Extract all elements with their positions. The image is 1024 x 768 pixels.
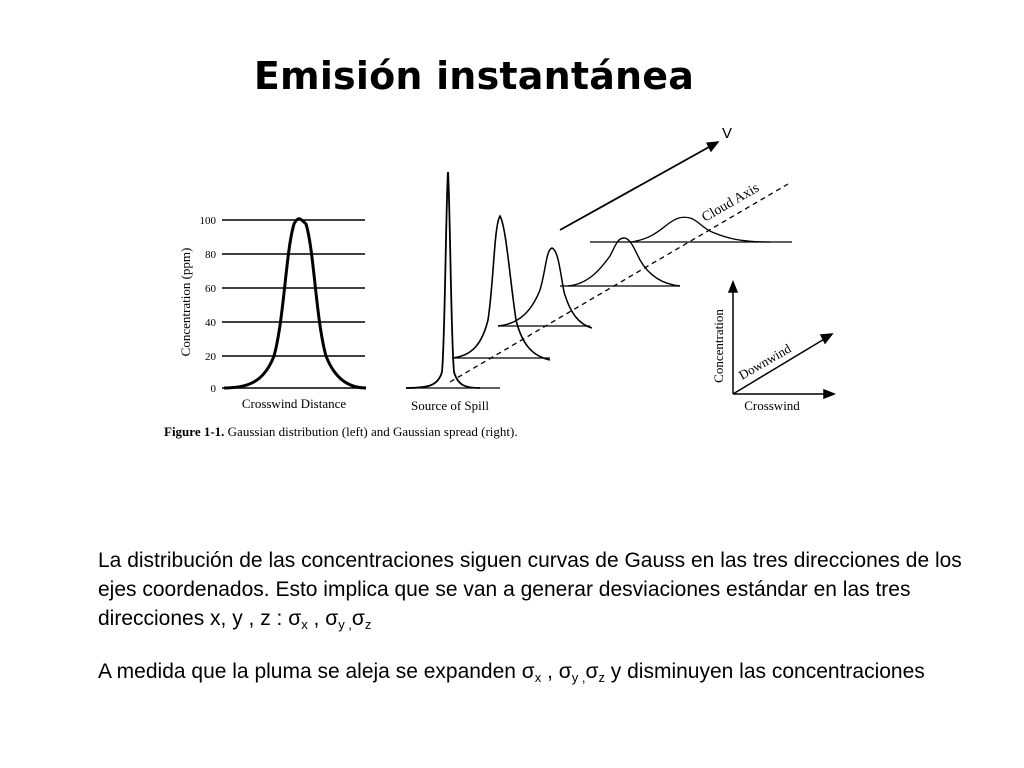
inset-crosswind-label: Crosswind xyxy=(744,398,800,413)
ytick-60: 60 xyxy=(205,283,216,295)
puff1-spike xyxy=(406,172,480,388)
sigma-x: σ xyxy=(288,607,302,630)
cloud-axis-line xyxy=(450,184,788,382)
inset-downwind-label: Downwind xyxy=(736,340,794,383)
right-spread-panel xyxy=(406,125,792,413)
paragraph1-text: La distribución de las concentraciones siguen curvas de Gauss en las tres direcciones de los ejes coordenados. Esto implica que se van a generar desviaciones estándar en las tres direcciones x, y , z : xyxy=(98,549,962,630)
source-of-spill-label: Source of Spill xyxy=(411,398,489,413)
sep2: , xyxy=(344,617,352,632)
ytick-20: 20 xyxy=(205,351,216,363)
caption-rest: Gaussian distribution (left) and Gaussian spread (right). xyxy=(224,424,518,439)
velocity-label: V xyxy=(722,125,733,142)
gaussian-figure xyxy=(160,120,840,450)
sigma-x-subscript: x xyxy=(301,617,308,632)
left-gaussian-curve xyxy=(224,219,366,388)
sigma-z-subscript: z xyxy=(364,617,372,632)
figure-caption xyxy=(164,424,518,439)
ytick-0: 0 xyxy=(210,383,216,395)
sep1: , xyxy=(541,660,559,683)
sigma-y: σ xyxy=(558,660,572,683)
sigma-x-subscript: x xyxy=(534,670,542,685)
sigma-z: σ xyxy=(585,660,599,683)
velocity-arrowhead xyxy=(707,142,718,151)
gaussian-figure-svg xyxy=(160,120,840,450)
left-gaussian-panel xyxy=(178,215,366,411)
inset-concentration-label: Concentration xyxy=(711,309,726,383)
inset-vertical-arrowhead xyxy=(729,282,737,292)
velocity-arrow xyxy=(560,142,718,230)
ytick-100: 100 xyxy=(199,215,216,227)
caption-bold: Figure 1-1. xyxy=(164,424,225,439)
slide-title: Emisión instantánea xyxy=(253,54,695,98)
paragraph-gauss-distribution xyxy=(98,546,978,633)
ytick-40: 40 xyxy=(205,317,216,329)
puff4-curve xyxy=(568,238,680,286)
left-ylabel: Concentration (ppm) xyxy=(178,247,193,357)
inset-horizontal-arrowhead xyxy=(824,390,834,398)
left-xlabel: Crosswind Distance xyxy=(241,396,347,411)
cloud-axis-label: Cloud Axis xyxy=(699,180,762,226)
inset-diagonal-arrowhead xyxy=(821,334,832,343)
sigma-y: σ xyxy=(325,607,339,630)
sep1: , xyxy=(307,607,326,630)
left-gridlines xyxy=(222,220,365,388)
ytick-80: 80 xyxy=(205,249,216,261)
sigma-x: σ xyxy=(521,660,535,683)
paragraph2-end: y disminuyen las concentraciones xyxy=(604,660,925,683)
puff5-curve xyxy=(630,217,770,242)
paragraph-plume-expansion xyxy=(98,657,978,686)
inset-axes xyxy=(711,282,834,413)
puff2-curve xyxy=(452,216,550,360)
paragraph2-start: A medida que la pluma se aleja se expanden xyxy=(98,660,522,683)
sigma-y-subscript: y xyxy=(571,670,579,685)
sigma-y-subscript: y xyxy=(338,617,345,632)
sep2: , xyxy=(578,670,586,685)
sigma-z-subscript: z xyxy=(598,670,605,685)
sigma-z: σ xyxy=(351,607,365,630)
